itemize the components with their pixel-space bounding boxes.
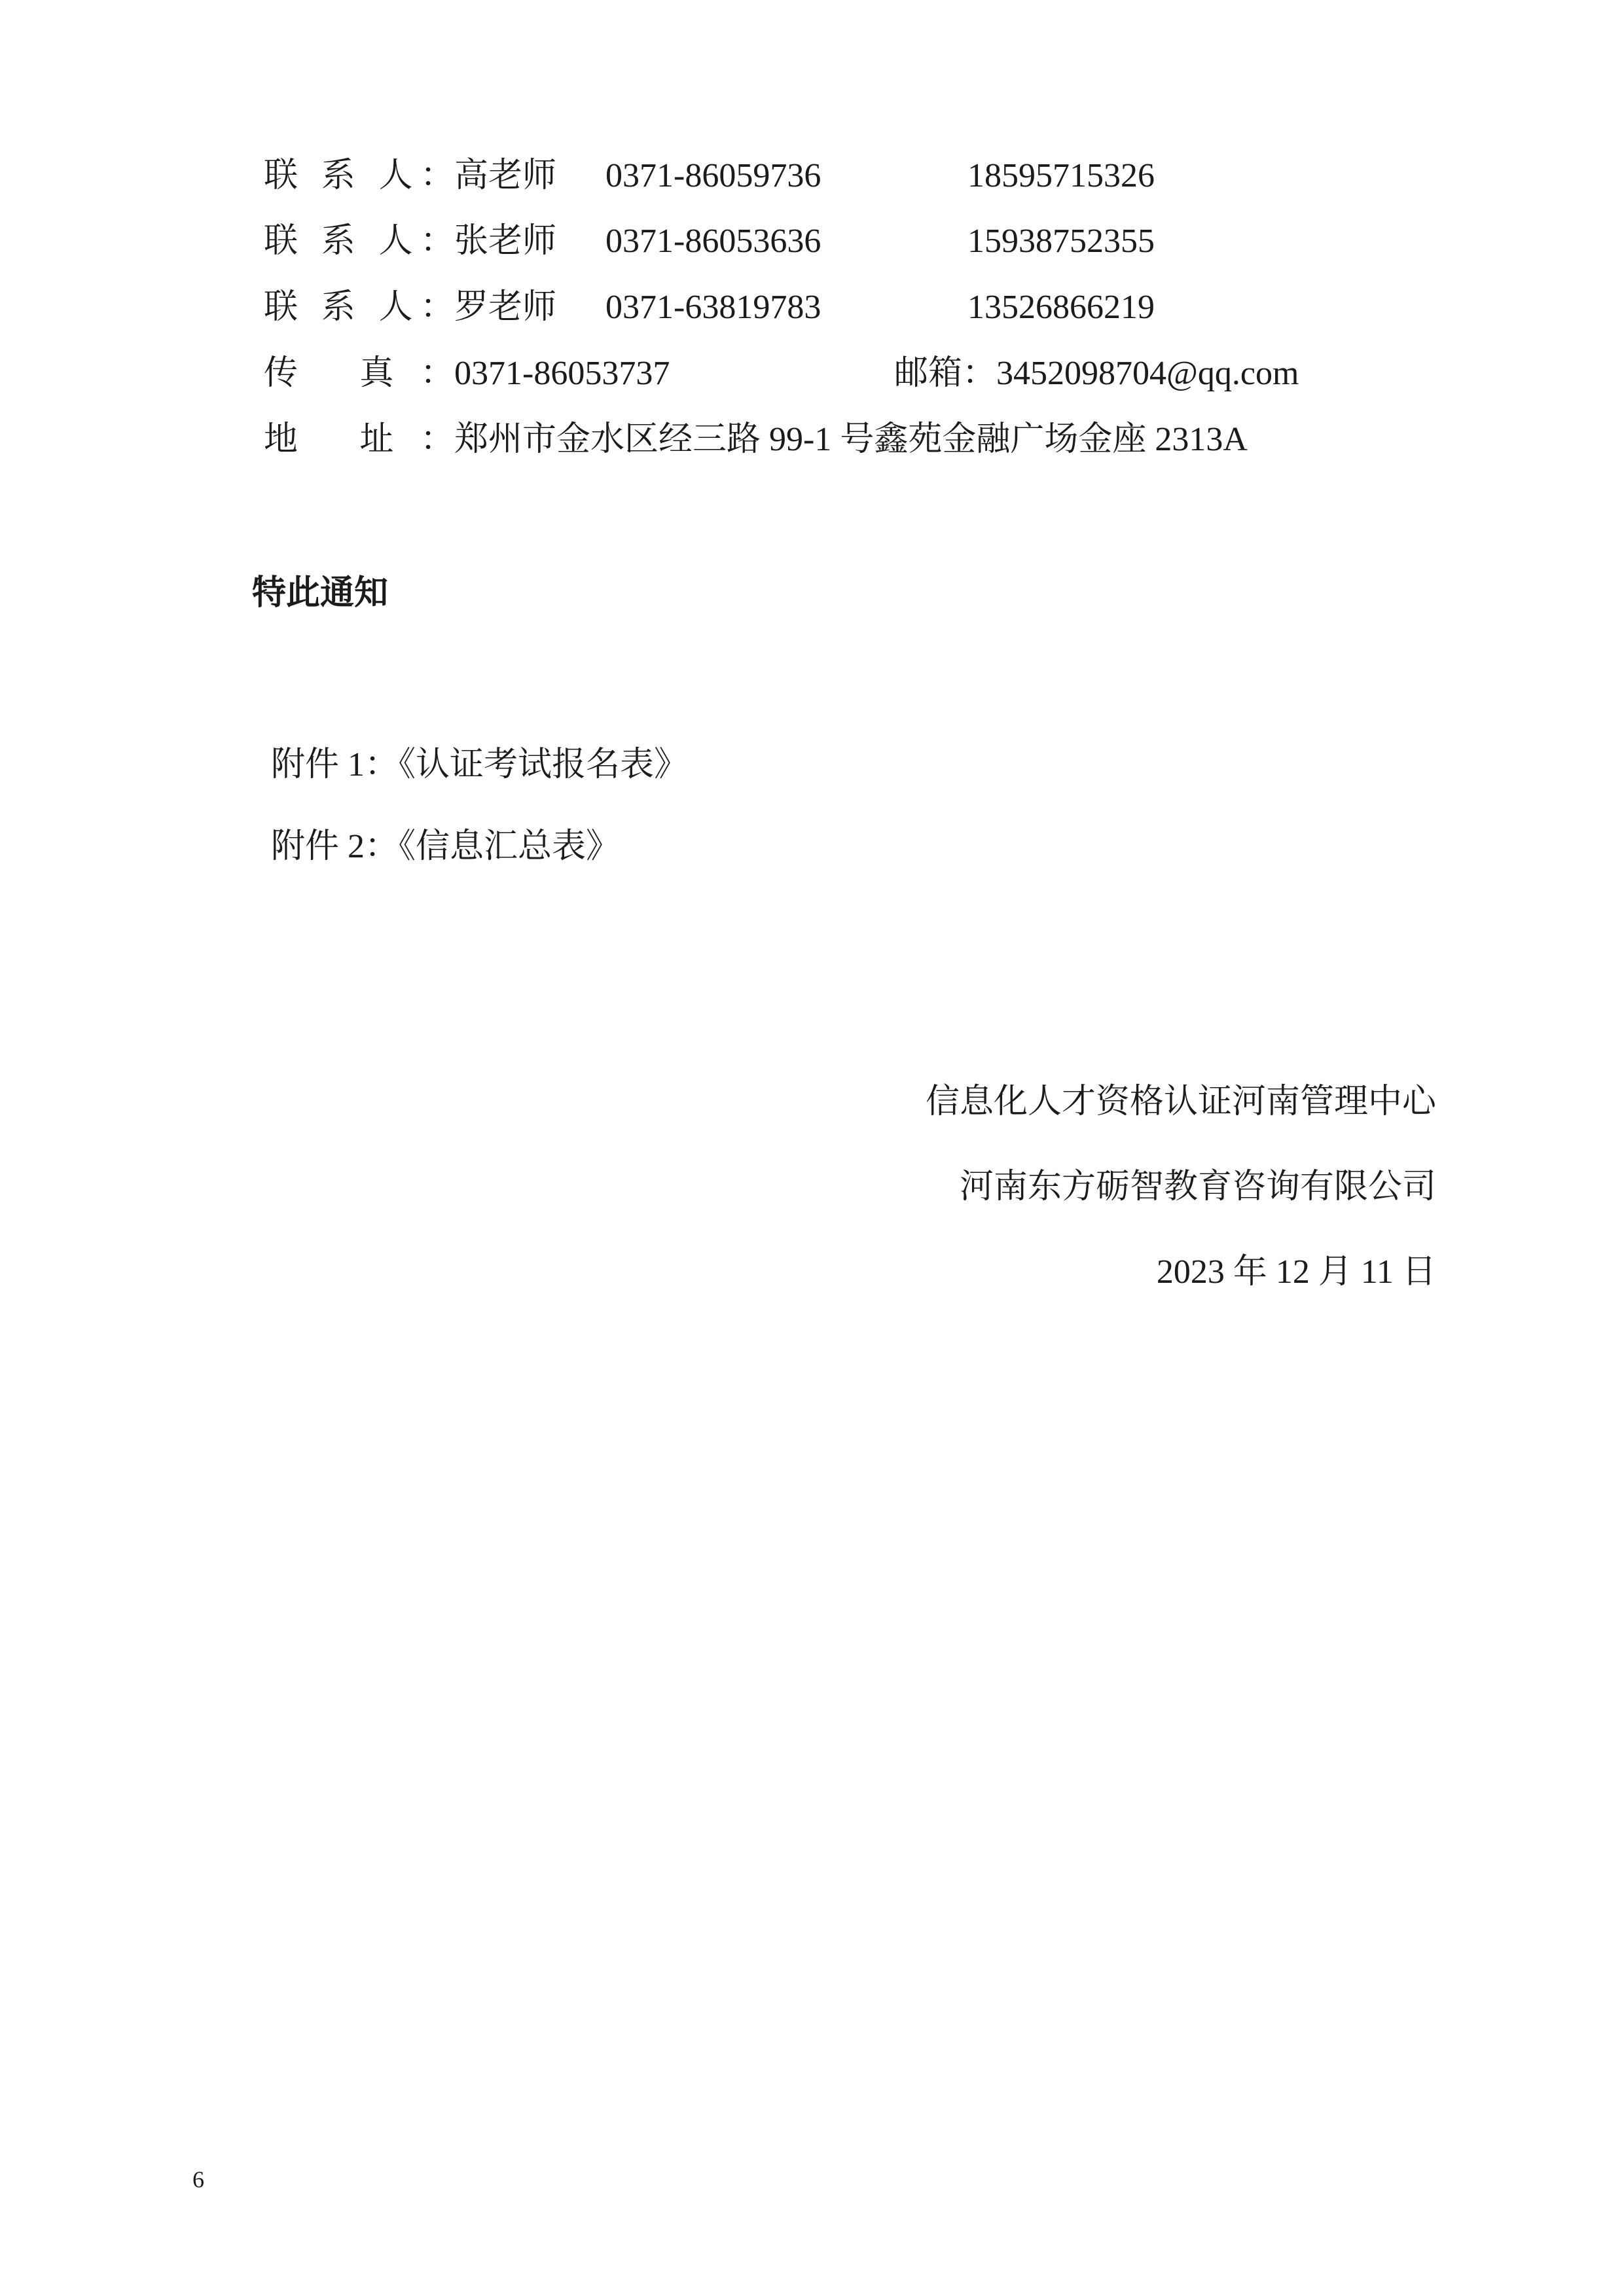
attachment-title: 《信息汇总表》: [399, 828, 621, 865]
email-value: 3452098704@qq.com: [996, 355, 1299, 392]
contact-line: [0, 222, 1624, 261]
page-number: 6: [192, 2166, 204, 2193]
contact-phone: 0371-63819783: [605, 289, 821, 326]
contact-name: 张老师: [454, 223, 557, 260]
fax-value: 0371-86053737: [454, 355, 670, 392]
attachment-label: 附件 1：: [271, 746, 399, 783]
contact-mobile: 13526866219: [967, 289, 1155, 326]
signature-date: 2023 年 12 月 11 日: [1156, 1253, 1436, 1291]
contact-line: [0, 156, 1624, 196]
address-value: 郑州市金水区经三路 99-1 号鑫苑金融广场金座 2313A: [454, 421, 1248, 458]
closing-text: 特此通知: [252, 575, 389, 612]
signature-org-1: 信息化人才资格认证河南管理中心: [925, 1083, 1436, 1121]
contact-phone: 0371-86059736: [605, 157, 821, 194]
attachment-label: 附件 2：: [271, 828, 399, 865]
contact-label: 联 系 人：: [264, 157, 454, 194]
contact-mobile: 15938752355: [967, 223, 1155, 260]
contact-name: 高老师: [454, 157, 557, 194]
address-line: [0, 420, 1624, 459]
email-label: 邮箱：: [894, 355, 997, 392]
contact-label: 联 系 人：: [264, 289, 454, 326]
attachment-title: 《认证考试报名表》: [399, 746, 689, 783]
attachment-item: [271, 745, 688, 785]
address-label: 地 址：: [264, 421, 454, 458]
fax-email-line: [0, 354, 1624, 393]
fax-label: 传 真：: [264, 355, 454, 392]
contact-label: 联 系 人：: [264, 223, 454, 260]
contact-name: 罗老师: [454, 289, 557, 326]
signature-org-2: 河南东方砺智教育咨询有限公司: [959, 1168, 1436, 1206]
contact-mobile: 18595715326: [967, 157, 1155, 194]
attachment-item: [271, 827, 620, 867]
contact-phone: 0371-86053636: [605, 223, 821, 260]
contact-line: [0, 288, 1624, 327]
email: [894, 354, 1299, 393]
